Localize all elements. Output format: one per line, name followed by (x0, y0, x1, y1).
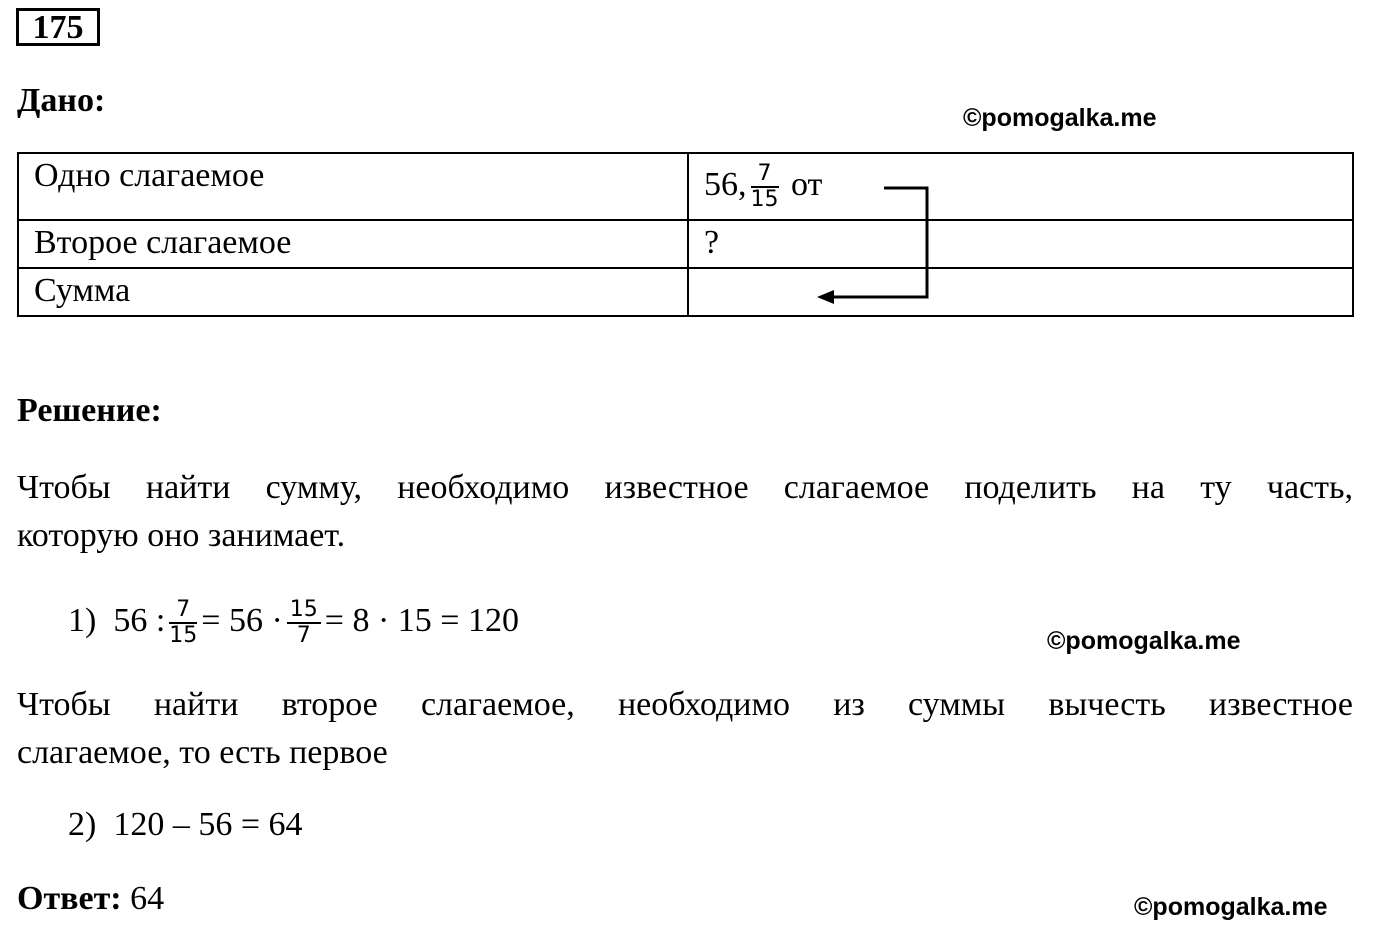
paragraph-1-line-1: Чтобы найти сумму, необходимо известное слагаемое поделить на ту часть, (17, 469, 1353, 506)
addend-1-value: 56, (704, 165, 747, 203)
solution-step-1 (68, 598, 519, 648)
paragraph-1-line-2: которую оно занимает. (17, 517, 346, 554)
problem-number: 175 (16, 8, 100, 46)
given-heading: Дано: (17, 82, 106, 119)
step-2-index: 2) (68, 806, 97, 843)
solution-heading: Решение: (17, 392, 162, 429)
fraction-denominator: 7 (296, 623, 311, 648)
row-value-addend-2: ? (688, 220, 1353, 268)
fraction-denominator: 15 (169, 623, 198, 648)
fraction-15-7 (287, 598, 321, 648)
answer-value: 64 (130, 880, 165, 917)
step-2-expression: 120 – 56 = 64 (113, 806, 303, 843)
fraction-denominator: 15 (750, 187, 779, 212)
paragraph-2-line-2: слагаемое, то есть первое (17, 734, 388, 771)
answer-label: Ответ: (17, 880, 122, 917)
fraction-7-15 (169, 598, 197, 648)
step-1-index: 1) (68, 601, 97, 639)
answer-line (17, 877, 164, 921)
row-label-sum: Сумма (18, 268, 688, 316)
row-label-addend-1: Одно слагаемое (18, 153, 688, 220)
watermark-top: ©pomogalka.me (963, 104, 1157, 132)
addend-1-suffix: от (791, 165, 823, 203)
solution-step-2 (68, 805, 303, 845)
fraction-numerator: 15 (287, 598, 321, 624)
watermark-bottom: ©pomogalka.me (1134, 893, 1328, 921)
row-label-addend-2: Второе слагаемое (18, 220, 688, 268)
step-1-part-a: 56 : (113, 601, 166, 639)
step-1-part-b: = 56 · (201, 601, 283, 639)
step-1-part-c: = 8 · 15 = 120 (324, 601, 519, 639)
watermark-middle: ©pomogalka.me (1047, 627, 1241, 655)
fraction-numerator: 7 (751, 162, 779, 188)
paragraph-2-line-1: Чтобы найти второе слагаемое, необходимо из суммы вычесть известное (17, 686, 1353, 723)
fraction-numerator: 7 (169, 598, 197, 624)
